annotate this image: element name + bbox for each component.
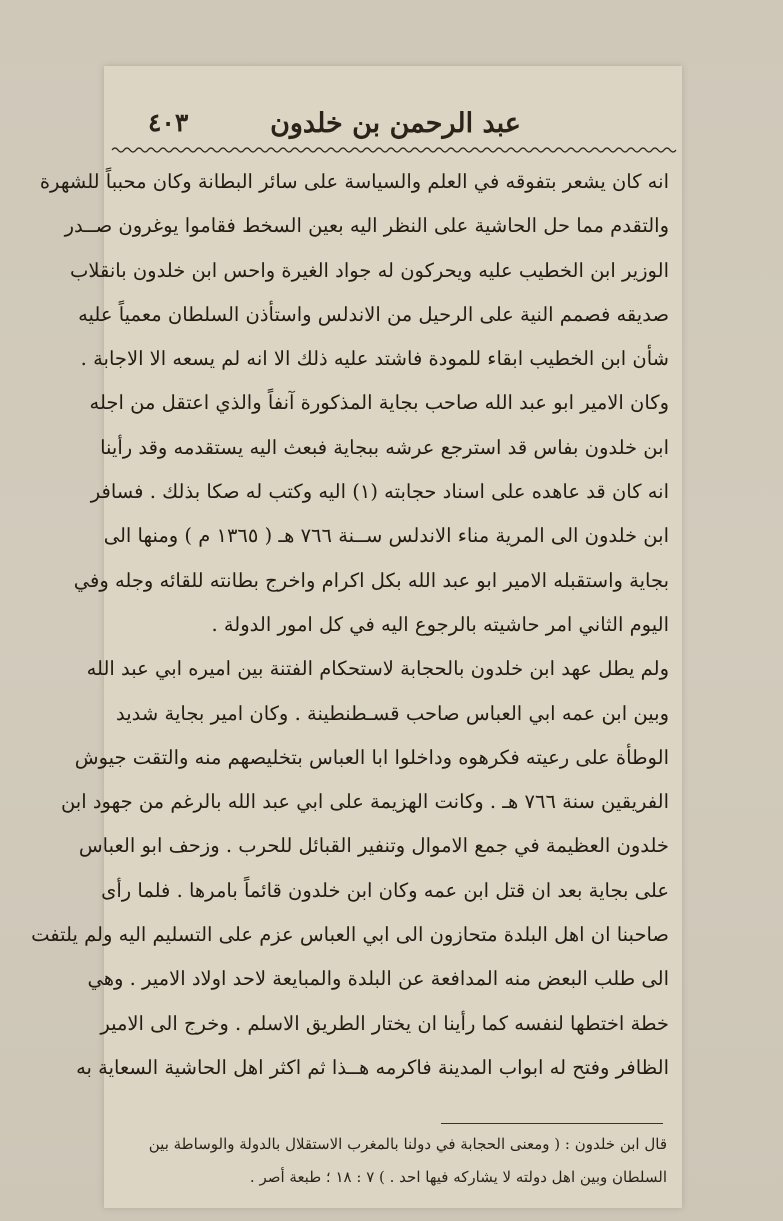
text-line: ابن خلدون بفاس قد استرجع عرشه ببجاية فبعث اليه يستقدمه وقد رأينا — [100, 435, 669, 459]
text-line: خلدون العظيمة في جمع الاموال وتنفير القبائل للحرب . وزحف ابو العباس — [78, 834, 669, 858]
text-line: انه كان قد عاهده على اسناد حجابته (١) اليه وكتب له صكا بذلك . فسافر — [90, 480, 669, 504]
text-line: الوزير ابن الخطيب عليه ويحركون له جواد الغيرة واحس ابن خلدون بانقلاب — [69, 258, 669, 282]
text-line: شأن ابن الخطيب ابقاء للمودة فاشتد عليه ذلك الا انه لم يسعه الا الاجابة . — [80, 347, 669, 371]
text-line: انه كان يشعر بتفوقه في العلم والسياسة على سائر البطانة وكان محبباً للشهرة — [39, 170, 669, 193]
text-line: ابن خلدون الى المرية مناء الاندلس ســنة ٧٦٦ هـ ( ١٣٦٥ م ) ومنها الى — [103, 524, 669, 548]
text-line: والتقدم مما حل الحاشية على النظر اليه بعين السخط فقاموا يوغرون صــدر — [64, 214, 669, 238]
text-line: الوطأة على رعيته فكرهوه وداخلوا ابا العباس بتخليصهم منه والتقت جيوش — [74, 745, 669, 769]
page-number: ٤٠٣ — [148, 108, 189, 137]
body-text — [31, 160, 669, 1090]
running-title: عبد الرحمن بن خلدون — [270, 108, 521, 139]
text-line: بجاية واستقبله الامير ابو عبد الله بكل اكرام واخرج بطانته للقائه وجله وفي — [73, 568, 669, 592]
footnote — [150, 1128, 667, 1194]
text-line: ولم يطل عهد ابن خلدون بالحجابة لاستحكام الفتنة بين اميره ابي عبد الله — [86, 657, 669, 681]
text-line: وكان الامير ابو عبد الله صاحب بجاية المذكورة آنفاً والذي اعتقل من اجله — [89, 391, 669, 415]
text-line: خطة اختطها لنفسه كما رأينا ان يختار الطريق الاسلم . وخرج الى الامير — [100, 1011, 669, 1035]
text-line: الفريقين سنة ٧٦٦ هـ . وكانت الهزيمة على ابي عبد الله بالرغم من جهود ابن — [60, 790, 669, 814]
page-header — [118, 104, 673, 144]
text-line: على بجاية بعد ان قتل ابن عمه وكان ابن خلدون قائماً بامرها . فلما رأى — [101, 878, 669, 902]
footnote-rule — [441, 1123, 663, 1124]
text-line: صديقه فصمم النية على الرحيل من الاندلس واستأذن السلطان معمياً عليه — [78, 302, 669, 326]
text-line: صاحبنا ان اهل البلدة متحازون الى ابي العباس عزم على التسليم اليه ولم يلتفت — [31, 923, 669, 947]
footnote-line: السلطان وبين اهل دولته لا يشاركه فيها احد . ) ٧ : ١٨ ؛ طبعة أصر . — [249, 1168, 667, 1186]
text-line: الظافر وفتح له ابواب المدينة فاكرمه هــذا ثم اكثر اهل الحاشية السعاية به — [76, 1055, 669, 1079]
text-line: اليوم الثاني امر حاشيته بالرجوع اليه في كل امور الدولة . — [211, 612, 669, 636]
footnote-line: قال ابن خلدون : ( ومعنى الحجابة في دولنا بالمغرب الاستقلال بالدولة والوساطة بين — [148, 1135, 667, 1153]
text-line: الى طلب البعض منه المدافعة عن البلدة والمبايعة لاحد اولاد الامير . وهي — [87, 967, 669, 991]
text-line: وبين ابن عمه ابي العباس صاحب قسـطنطينة . وكان امير بجاية شديد — [116, 701, 669, 725]
header-wavy-rule — [112, 145, 677, 155]
